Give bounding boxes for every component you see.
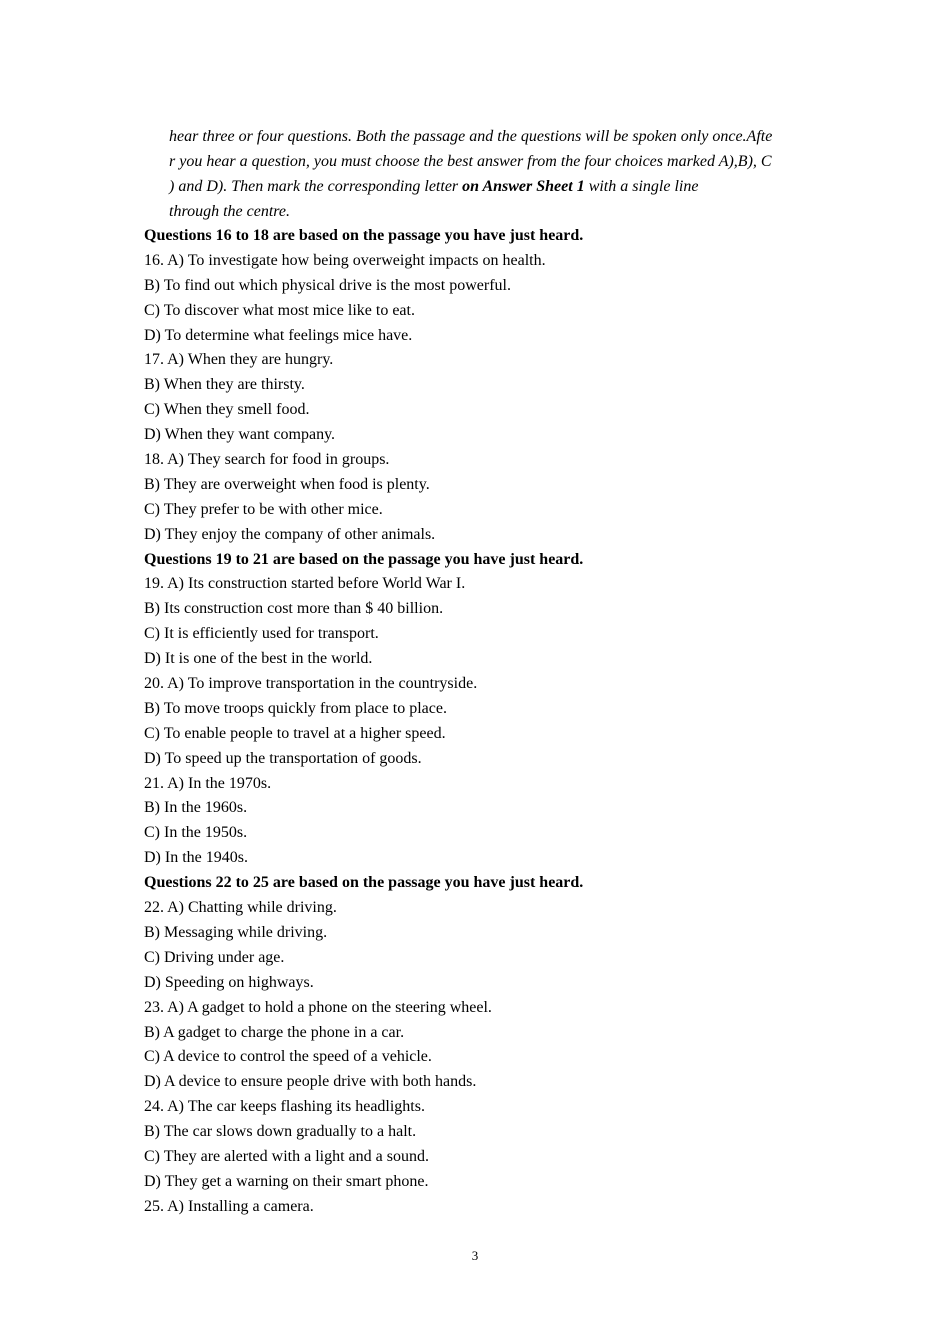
directions-line-4: through the centre. [169,203,291,220]
question-option-line: D) They enjoy the company of other animals. [144,525,436,543]
question-option-line: B) To find out which physical drive is the most powerful. [144,276,511,294]
section-heading: Questions 19 to 21 are based on the passage you have just heard. [144,550,584,568]
question-option-line: 19. A) Its construction started before World War I. [144,575,466,593]
question-option-line: 18. A) They search for food in groups. [144,451,390,469]
directions-line-1: hear three or four questions. Both the passage and the questions will be spoken only once.Afte [169,128,773,145]
question-option-line: D) To determine what feelings mice have. [144,326,413,344]
section-heading: Questions 16 to 18 are based on the passage you have just heard. [144,227,584,244]
question-option-line: 24. A) The car keeps flashing its headlights. [144,1098,425,1116]
question-option-line: D) They get a warning on their smart phone. [144,1172,429,1190]
page-number: 3 [471,1248,479,1263]
question-option-line: D) In the 1940s. [144,849,248,867]
question-option-line: 22. A) Chatting while driving. [144,899,337,917]
question-option-line: B) Its construction cost more than $ 40 billion. [144,600,444,618]
question-option-line: 16. A) To investigate how being overweight impacts on health. [144,251,546,269]
question-option-line: C) In the 1950s. [144,824,248,842]
question-option-line: D) When they want company. [144,426,336,444]
question-option-line: D) A device to ensure people drive with both hands. [144,1073,477,1091]
directions-line-2: r you hear a question, you must choose the best answer from the four choices marked A),B), C [169,153,772,170]
question-option-line: B) A gadget to charge the phone in a car. [144,1023,405,1041]
question-option-line: B) To move troops quickly from place to place. [144,699,447,717]
question-option-line: B) Messaging while driving. [144,923,328,941]
question-option-line: D) It is one of the best in the world. [144,650,373,668]
directions-line-3 [169,174,809,199]
directions-line-3-start: ) and D). Then mark the corresponding letter [169,178,463,195]
question-option-line: C) When they smell food. [144,401,310,419]
directions-text [169,124,809,224]
question-option-line: C) To discover what most mice like to eat. [144,301,415,319]
question-option-line: B) When they are thirsty. [144,376,305,394]
question-option-line: C) Driving under age. [144,948,285,966]
question-option-line: C) A device to control the speed of a vehicle. [144,1048,432,1066]
question-list [144,224,824,1220]
question-option-line: B) They are overweight when food is plenty. [144,475,430,493]
question-option-line: B) The car slows down gradually to a halt. [144,1123,417,1141]
question-option-line: 21. A) In the 1970s. [144,774,272,792]
question-option-line: C) To enable people to travel at a higher speed. [144,724,446,742]
answer-sheet-emphasis: on Answer Sheet 1 [462,178,585,195]
question-option-line: C) It is efficiently used for transport. [144,625,379,643]
question-option-line: D) To speed up the transportation of goods. [144,749,422,767]
question-option-line: D) Speeding on highways. [144,973,314,991]
question-option-line: C) They prefer to be with other mice. [144,500,383,518]
question-option-line: 17. A) When they are hungry. [144,351,334,369]
question-option-line: B) In the 1960s. [144,799,248,817]
section-heading: Questions 22 to 25 are based on the passage you have just heard. [144,874,584,892]
directions-line-3-end: with a single line [584,178,699,195]
question-option-line: 20. A) To improve transportation in the countryside. [144,675,478,693]
question-option-line: C) They are alerted with a light and a sound. [144,1147,429,1165]
question-option-line: 25. A) Installing a camera. [144,1197,314,1215]
question-option-line: 23. A) A gadget to hold a phone on the steering wheel. [144,998,492,1016]
